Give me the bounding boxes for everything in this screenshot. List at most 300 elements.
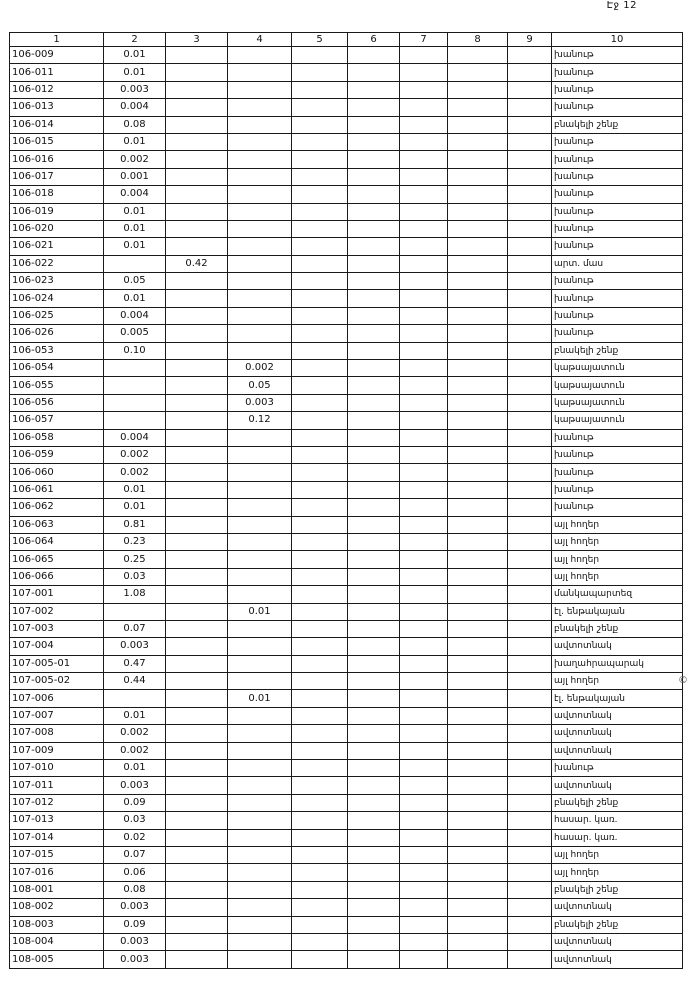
col9-cell <box>508 846 552 863</box>
area-col3-cell <box>166 220 228 237</box>
land-use-cell: խանութ <box>552 499 683 516</box>
area-col2-cell: 0.002 <box>104 151 166 168</box>
area-col3-cell <box>166 516 228 533</box>
col8-cell <box>448 133 508 150</box>
area-col4-cell <box>228 81 292 98</box>
col9-cell <box>508 742 552 759</box>
parcel-code-cell: 107-005-01 <box>10 655 104 672</box>
area-col2-cell: 0.01 <box>104 760 166 777</box>
col6-cell <box>348 864 400 881</box>
col7-cell <box>400 725 448 742</box>
parcel-code-cell: 106-056 <box>10 394 104 411</box>
col9-cell <box>508 116 552 133</box>
page-number-label: Էջ 12 <box>606 0 637 11</box>
area-col3-cell <box>166 673 228 690</box>
table-row <box>10 499 683 516</box>
area-col2-cell: 0.08 <box>104 116 166 133</box>
parcel-code-cell: 106-020 <box>10 220 104 237</box>
area-col3-cell <box>166 725 228 742</box>
land-use-cell: խանութ <box>552 325 683 342</box>
col5-cell <box>292 951 348 968</box>
table-row <box>10 829 683 846</box>
area-col4-cell <box>228 812 292 829</box>
parcel-code-cell: 106-063 <box>10 516 104 533</box>
table-row <box>10 551 683 568</box>
area-col2-cell: 0.01 <box>104 133 166 150</box>
parcel-code-cell: 107-007 <box>10 707 104 724</box>
parcel-code-cell: 107-001 <box>10 586 104 603</box>
col8-cell <box>448 360 508 377</box>
area-col2-cell: 0.08 <box>104 881 166 898</box>
col7-cell <box>400 429 448 446</box>
area-col2-cell: 0.07 <box>104 620 166 637</box>
table-row <box>10 446 683 463</box>
land-use-cell: ավտոտնակ <box>552 638 683 655</box>
area-col2-cell: 0.003 <box>104 951 166 968</box>
land-parcel-table <box>9 32 683 969</box>
area-col2-cell: 0.03 <box>104 812 166 829</box>
col7-cell <box>400 186 448 203</box>
col7-cell <box>400 168 448 185</box>
area-col3-cell: 0.42 <box>166 255 228 272</box>
col6-cell <box>348 812 400 829</box>
area-col4-cell <box>228 325 292 342</box>
area-col2-cell: 0.05 <box>104 273 166 290</box>
column-header-10: 10 <box>552 33 683 47</box>
col9-cell <box>508 168 552 185</box>
parcel-code-cell: 106-064 <box>10 533 104 550</box>
col6-cell <box>348 655 400 672</box>
col6-cell <box>348 377 400 394</box>
parcel-code-cell: 107-016 <box>10 864 104 881</box>
parcel-code-cell: 106-009 <box>10 47 104 64</box>
col5-cell <box>292 238 348 255</box>
land-use-cell: ավտոտնակ <box>552 899 683 916</box>
area-col2-cell: 0.004 <box>104 307 166 324</box>
col8-cell <box>448 238 508 255</box>
parcel-code-cell: 107-011 <box>10 777 104 794</box>
area-col3-cell <box>166 446 228 463</box>
land-use-cell: խանութ <box>552 307 683 324</box>
col6-cell <box>348 81 400 98</box>
land-use-cell: այլ հողեր <box>552 516 683 533</box>
table-row <box>10 325 683 342</box>
land-use-cell: հասար. կառ. <box>552 812 683 829</box>
col5-cell <box>292 273 348 290</box>
table-row <box>10 64 683 81</box>
col9-cell <box>508 499 552 516</box>
table-row <box>10 603 683 620</box>
col8-cell <box>448 951 508 968</box>
col7-cell <box>400 707 448 724</box>
col9-cell <box>508 64 552 81</box>
land-use-cell: այլ հողեր <box>552 533 683 550</box>
parcel-code-cell: 106-054 <box>10 360 104 377</box>
col9-cell <box>508 916 552 933</box>
land-use-cell: խանութ <box>552 273 683 290</box>
col5-cell <box>292 551 348 568</box>
table-row <box>10 742 683 759</box>
land-use-cell: խանութ <box>552 464 683 481</box>
col6-cell <box>348 951 400 968</box>
parcel-code-cell: 108-003 <box>10 916 104 933</box>
col7-cell <box>400 690 448 707</box>
col7-cell <box>400 846 448 863</box>
table-row <box>10 412 683 429</box>
area-col2-cell: 0.003 <box>104 81 166 98</box>
area-col4-cell <box>228 846 292 863</box>
area-col4-cell <box>228 255 292 272</box>
col6-cell <box>348 933 400 950</box>
land-use-cell: այլ հողեր <box>552 568 683 585</box>
col6-cell <box>348 220 400 237</box>
col5-cell <box>292 881 348 898</box>
area-col3-cell <box>166 812 228 829</box>
parcel-code-cell: 106-014 <box>10 116 104 133</box>
area-col4-cell <box>228 429 292 446</box>
area-col4-cell: 0.01 <box>228 603 292 620</box>
col7-cell <box>400 116 448 133</box>
col5-cell <box>292 81 348 98</box>
area-col4-cell <box>228 186 292 203</box>
col5-cell <box>292 620 348 637</box>
col7-cell <box>400 603 448 620</box>
area-col3-cell <box>166 186 228 203</box>
land-use-cell: խանութ <box>552 99 683 116</box>
col7-cell <box>400 742 448 759</box>
col6-cell <box>348 707 400 724</box>
col9-cell <box>508 881 552 898</box>
area-col4-cell <box>228 638 292 655</box>
area-col2-cell: 0.44 <box>104 673 166 690</box>
col7-cell <box>400 203 448 220</box>
area-col4-cell <box>228 760 292 777</box>
col6-cell <box>348 725 400 742</box>
area-col2-cell: 0.002 <box>104 464 166 481</box>
col7-cell <box>400 499 448 516</box>
col8-cell <box>448 116 508 133</box>
col9-cell <box>508 620 552 637</box>
col6-cell <box>348 360 400 377</box>
col6-cell <box>348 916 400 933</box>
land-use-cell: խանութ <box>552 760 683 777</box>
parcel-code-cell: 107-003 <box>10 620 104 637</box>
col5-cell <box>292 394 348 411</box>
area-col4-cell <box>228 516 292 533</box>
area-col4-cell <box>228 133 292 150</box>
table-row <box>10 394 683 411</box>
parcel-code-cell: 106-012 <box>10 81 104 98</box>
col9-cell <box>508 47 552 64</box>
land-use-cell: խանութ <box>552 290 683 307</box>
area-col4-cell <box>228 168 292 185</box>
land-use-cell: ավտոտնակ <box>552 951 683 968</box>
land-use-cell: խանութ <box>552 186 683 203</box>
col5-cell <box>292 533 348 550</box>
col8-cell <box>448 377 508 394</box>
col5-cell <box>292 446 348 463</box>
parcel-code-cell: 107-002 <box>10 603 104 620</box>
table-row <box>10 47 683 64</box>
table-row <box>10 846 683 863</box>
land-use-cell: խանութ <box>552 133 683 150</box>
area-col4-cell <box>228 342 292 359</box>
area-col4-cell <box>228 307 292 324</box>
area-col2-cell: 0.01 <box>104 481 166 498</box>
col9-cell <box>508 151 552 168</box>
area-col2-cell: 0.01 <box>104 499 166 516</box>
col9-cell <box>508 933 552 950</box>
area-col2-cell: 0.23 <box>104 533 166 550</box>
land-use-cell: խաղահրապարակ <box>552 655 683 672</box>
col6-cell <box>348 99 400 116</box>
area-col3-cell <box>166 377 228 394</box>
col6-cell <box>348 464 400 481</box>
col9-cell <box>508 429 552 446</box>
parcel-code-cell: 106-060 <box>10 464 104 481</box>
col8-cell <box>448 777 508 794</box>
col8-cell <box>448 620 508 637</box>
col6-cell <box>348 429 400 446</box>
table-row <box>10 133 683 150</box>
land-use-cell: ավտոտնակ <box>552 933 683 950</box>
area-col4-cell <box>228 99 292 116</box>
col7-cell <box>400 238 448 255</box>
col9-cell <box>508 238 552 255</box>
area-col2-cell <box>104 377 166 394</box>
col8-cell <box>448 812 508 829</box>
area-col4-cell <box>228 273 292 290</box>
col5-cell <box>292 64 348 81</box>
area-col3-cell <box>166 203 228 220</box>
col8-cell <box>448 794 508 811</box>
col8-cell <box>448 690 508 707</box>
col8-cell <box>448 168 508 185</box>
area-col2-cell: 0.003 <box>104 638 166 655</box>
table-row <box>10 725 683 742</box>
col6-cell <box>348 64 400 81</box>
col6-cell <box>348 273 400 290</box>
col7-cell <box>400 273 448 290</box>
col5-cell <box>292 794 348 811</box>
area-col3-cell <box>166 464 228 481</box>
land-use-cell: այլ հողեր <box>552 864 683 881</box>
column-header-8: 8 <box>448 33 508 47</box>
parcel-code-cell: 106-059 <box>10 446 104 463</box>
area-col4-cell <box>228 116 292 133</box>
table-row <box>10 377 683 394</box>
col7-cell <box>400 533 448 550</box>
col9-cell <box>508 377 552 394</box>
col8-cell <box>448 342 508 359</box>
table-row <box>10 951 683 968</box>
col8-cell <box>448 586 508 603</box>
area-col2-cell: 0.01 <box>104 64 166 81</box>
table-row <box>10 655 683 672</box>
col9-cell <box>508 342 552 359</box>
table-row <box>10 620 683 637</box>
area-col2-cell: 0.01 <box>104 220 166 237</box>
col5-cell <box>292 168 348 185</box>
col7-cell <box>400 794 448 811</box>
table-row <box>10 673 683 690</box>
col5-cell <box>292 116 348 133</box>
col6-cell <box>348 533 400 550</box>
col6-cell <box>348 203 400 220</box>
col8-cell <box>448 273 508 290</box>
col6-cell <box>348 186 400 203</box>
area-col2-cell: 0.81 <box>104 516 166 533</box>
land-use-cell: բնակելի շենք <box>552 620 683 637</box>
parcel-code-cell: 106-018 <box>10 186 104 203</box>
parcel-code-cell: 108-004 <box>10 933 104 950</box>
col6-cell <box>348 255 400 272</box>
col9-cell <box>508 760 552 777</box>
column-header-7: 7 <box>400 33 448 47</box>
col9-cell <box>508 516 552 533</box>
col6-cell <box>348 777 400 794</box>
table-body <box>10 47 683 969</box>
area-col2-cell <box>104 360 166 377</box>
area-col3-cell <box>166 342 228 359</box>
col6-cell <box>348 846 400 863</box>
col9-cell <box>508 586 552 603</box>
parcel-code-cell: 106-026 <box>10 325 104 342</box>
table-row <box>10 273 683 290</box>
col5-cell <box>292 220 348 237</box>
col7-cell <box>400 638 448 655</box>
area-col4-cell <box>228 151 292 168</box>
area-col4-cell <box>228 64 292 81</box>
col8-cell <box>448 394 508 411</box>
area-col2-cell: 0.002 <box>104 742 166 759</box>
table-row <box>10 899 683 916</box>
col6-cell <box>348 499 400 516</box>
col5-cell <box>292 933 348 950</box>
col6-cell <box>348 307 400 324</box>
land-use-cell: խանութ <box>552 151 683 168</box>
area-col4-cell <box>228 620 292 637</box>
area-col2-cell: 1.08 <box>104 586 166 603</box>
col7-cell <box>400 81 448 98</box>
table-row <box>10 360 683 377</box>
area-col2-cell: 0.01 <box>104 238 166 255</box>
col8-cell <box>448 899 508 916</box>
area-col3-cell <box>166 568 228 585</box>
col7-cell <box>400 360 448 377</box>
parcel-code-cell: 107-013 <box>10 812 104 829</box>
col8-cell <box>448 81 508 98</box>
col9-cell <box>508 655 552 672</box>
col8-cell <box>448 881 508 898</box>
parcel-code-cell: 106-053 <box>10 342 104 359</box>
col8-cell <box>448 255 508 272</box>
col5-cell <box>292 899 348 916</box>
land-use-cell: էլ. ենթակայան <box>552 690 683 707</box>
col5-cell <box>292 99 348 116</box>
col6-cell <box>348 168 400 185</box>
col6-cell <box>348 638 400 655</box>
col7-cell <box>400 255 448 272</box>
col9-cell <box>508 673 552 690</box>
col5-cell <box>292 203 348 220</box>
parcel-code-cell: 107-010 <box>10 760 104 777</box>
area-col3-cell <box>166 881 228 898</box>
col5-cell <box>292 255 348 272</box>
col5-cell <box>292 777 348 794</box>
land-use-cell: խանութ <box>552 446 683 463</box>
area-col3-cell <box>166 586 228 603</box>
area-col3-cell <box>166 829 228 846</box>
col7-cell <box>400 829 448 846</box>
parcel-code-cell: 106-058 <box>10 429 104 446</box>
col9-cell <box>508 481 552 498</box>
table-row <box>10 220 683 237</box>
area-col4-cell: 0.003 <box>228 394 292 411</box>
col8-cell <box>448 533 508 550</box>
area-col3-cell <box>166 655 228 672</box>
col8-cell <box>448 846 508 863</box>
land-use-cell: մանկապարտեզ <box>552 586 683 603</box>
col9-cell <box>508 446 552 463</box>
col7-cell <box>400 516 448 533</box>
table-row <box>10 481 683 498</box>
col5-cell <box>292 516 348 533</box>
area-col4-cell <box>228 238 292 255</box>
col8-cell <box>448 220 508 237</box>
area-col2-cell: 0.01 <box>104 203 166 220</box>
col7-cell <box>400 881 448 898</box>
col5-cell <box>292 916 348 933</box>
header-row <box>10 33 683 47</box>
col5-cell <box>292 360 348 377</box>
area-col4-cell <box>228 464 292 481</box>
col8-cell <box>448 186 508 203</box>
area-col3-cell <box>166 99 228 116</box>
col7-cell <box>400 446 448 463</box>
col5-cell <box>292 725 348 742</box>
col6-cell <box>348 568 400 585</box>
col8-cell <box>448 707 508 724</box>
land-use-cell: խանութ <box>552 203 683 220</box>
land-use-cell: այլ հողեր <box>552 673 683 690</box>
area-col4-cell <box>228 742 292 759</box>
parcel-code-cell: 107-009 <box>10 742 104 759</box>
col9-cell <box>508 725 552 742</box>
land-use-cell: այլ հողեր <box>552 551 683 568</box>
table-row <box>10 186 683 203</box>
parcel-code-cell: 107-005-02 <box>10 673 104 690</box>
area-col3-cell <box>166 116 228 133</box>
col6-cell <box>348 133 400 150</box>
col8-cell <box>448 568 508 585</box>
parcel-code-cell: 108-002 <box>10 899 104 916</box>
column-header-9: 9 <box>508 33 552 47</box>
area-col4-cell <box>228 533 292 550</box>
col7-cell <box>400 151 448 168</box>
land-use-cell: խանութ <box>552 81 683 98</box>
table-row <box>10 916 683 933</box>
column-header-1: 1 <box>10 33 104 47</box>
col7-cell <box>400 916 448 933</box>
col9-cell <box>508 394 552 411</box>
table-row <box>10 516 683 533</box>
col7-cell <box>400 290 448 307</box>
land-use-cell: խանութ <box>552 220 683 237</box>
parcel-code-cell: 106-065 <box>10 551 104 568</box>
col8-cell <box>448 151 508 168</box>
area-col4-cell <box>228 203 292 220</box>
